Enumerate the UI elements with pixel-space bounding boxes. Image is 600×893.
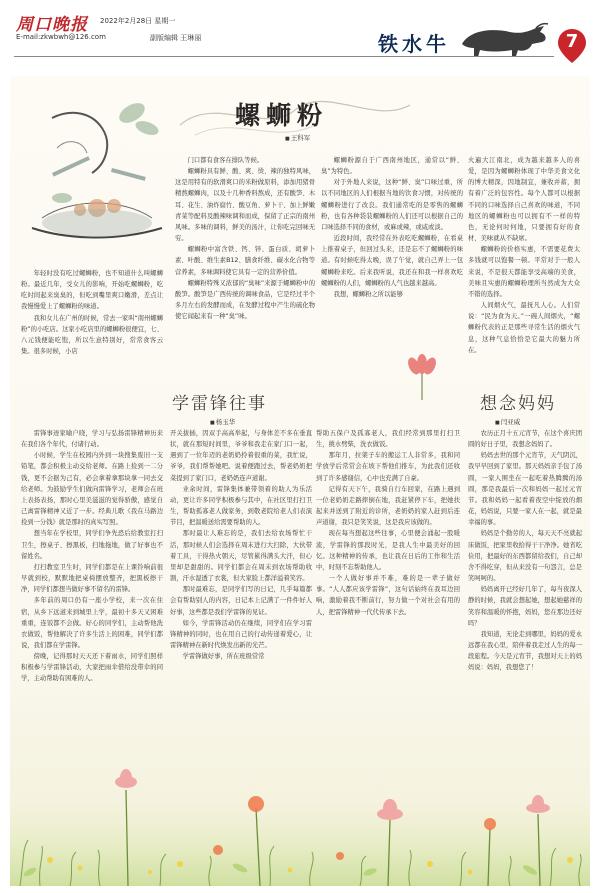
page-header [0, 0, 600, 70]
ink-illustration-image [22, 78, 172, 258]
main-article-column-2: 门口都有食客在排队等候。 螺蛳粉具有鲜、酸、爽、烫、辣的独特风味，这是用特有的软滑爽口的米粉做原料，添加用猪骨精熬螺蛳肉，以及十几种香料熬成，还有酸笋、木耳、花生、油炸腐竹、酸豆角、萝卜干、加上鲜嫩青菜等配料及酸辣味调和而成，保留了正宗的南州风味。多味的调料，鲜美的汤汁，让你吃完回味无穷。 螺蛳粉中富含铁、钙、锌、蛋白质、胡萝卜素、叶酸、维生素B12、膳食纤维、碳水化合物等营养素，多味调料使它具有一定的营养价值。 螺蛳粉特殊又浓郁的“臭味”来源于螺蛳粉中的酸笋。酸笋是广西传统的调味食品，它是经过半个多月左右的发酵而成，在发酵过程中产生的硫化物使它闻起来有一种“臭”味。 [175, 157, 315, 321]
flower-decoration-icon [402, 350, 442, 400]
iron-ox-icon [452, 22, 552, 60]
left-article-column-2: 开关拔插，因双手高高举起，与身体差不多在垂直状，就在那短时间里，爷爷和我走在家门口一起，遇到了一位年迈的老奶奶拎着很重的菜，我忙说，爷爷，我们帮帮她吧。说着便跑过去，帮老奶奶把菜提到了家门口，老奶奶连声道谢。 业余时间，雷锋集体兼带领着的助人为乐活动，更让许多同学积极参与其中，在社区里打扫卫生，帮助孤寡老人做家务，到敬老院给老人们表演节目，把温暖送给需要帮助的人。 那时最让人难忘的是，我们去给农场帮忙干活，那时候人们会选择在周末进行大扫除，大伙带着工具，干得热火朝天，尽管累得满头大汗，但心里却是甜甜的。同学们都会在周末到农场帮助收割，汗水湿透了衣裳，但大家脸上都洋溢着笑容。 那时最难忘，是同学们写的日记，几乎每篇都会有帮助别人的内容，日记本上记满了一件件好人好事，这些都是我们学雷锋的见证。 如今，学雷锋活动仍在继续，同学们在学习雷锋精神的同时，也在用自己的行动传递着爱心，让雷锋精神在新时代焕发出新的光芒。 学雷锋做好事，所在班级常常 [170, 430, 312, 661]
article-title-left: 学雷锋往事 [172, 394, 267, 414]
article-title-right: 想念妈妈 [480, 394, 556, 414]
article-title-main: 螺蛳粉 [235, 101, 329, 130]
page-number: 7 [565, 31, 579, 52]
issue-date: 2022年2月28日 星期一 [100, 17, 176, 25]
page-editor: 副版编辑 王琳丽 [150, 34, 202, 42]
email-address: E-mail:zkwbwh@126.com [16, 33, 106, 41]
newspaper-logo: 周口晚报 [16, 15, 88, 35]
main-article-column-1: 年轻时没有吃过螺蛳粉，也不知道什么叫螺蛳粉。最近几年，受女儿的影响，开始吃螺蛳粉，吃吃时间起来臭臭的，但吃到嘴里爽口嫩滑，差点让我慢慢爱上了螺蛳粉的味道。 我和女儿在广州的时候，常去一家叫“南州螺蛳粉”的小吃店。这家小吃店里的螺蛳粉很便宜，七、八元钱便能吃饱，所以生意特别好，常常食客云集。很多时候，小店 [21, 270, 163, 356]
left-article-column-3: 帮助五保户及孤寡老人，我们经常到那里打扫卫生，挑水劈柴，洗衣做饭。 那年月，拉架子车的搬运工人非常多，我和同学放学后常常会在坡下帮他们推车，为此我们还收到了许多感谢信，心中也充满了自豪。 记得有天下午，我骑自行车回家，在路上遇到一位老奶奶走路摔倒在地，我赶紧停下车，把她扶起来并送到了附近的诊所，老奶奶的家人赶到后连声道谢，我只是笑笑说，这是我应该做的。 现在每当想起这些往事，心里便会涌起一股暖流，学雷锋的那段时光，是我人生中最美好的回忆。这种精神的传承，也让我在日后的工作和生活中，时刻不忘帮助他人。 一个人做好事并不难，难的是一辈子做好事。“人人都应该学雷锋”，这句话始终在我耳边回响，激励着我不断前行，努力做一个对社会有用的人，把雷锋精神一代代传承下去。 [316, 430, 460, 616]
left-article-column-1: 雷锋事迹家喻户晓，学习与弘扬雷锋精神历来在我们各个年代，付诸行动。 小时候，学生在校园内外到一块搜集废旧一支铅笔，都会积极主动交给老师。在路上捡到一二分钱，更不会据为己有，必会拿着拿那块拿一同去交给老师。为鼓励学生们做向雷锋学习，老师会在班上表扬表扬，那时心里美滋滋的觉得骄傲，感觉自己离雷锋精神又近了一步。经典儿歌《我在马路边捡到一分钱》就是那时的真实写照。 想当年在学校里，同学们争先恐后给教室打扫卫生，擦桌子、擦黑板，扫地拖地，做了好事也不留姓名。 打扫教室卫生时，同学们都是在上课铃响前很早就到校，默默地把桌椅摆放整齐，把黑板擦干净，同学们都想当做好事不留名的雷锋。 多年前的周口仍有一座小学校，来一次在住宿，从乡下远道来到城里上学，最初十多天又困难重重，连饭都不会做。好心的同学们，主动帮他洗衣做饭，帮他解决了许多生活上的困难，同学们都说，我们都在学雷锋。 傍晚，记得那时天天还下着雨水，同学们照样积极参与学雷锋活动，大家把雨伞借给没带伞的同学，主动帮助有困难的人。 [21, 430, 163, 683]
article-author-main: ■ 王科军 [285, 133, 310, 142]
main-article-column-3: 螺蛳粉源自于广西南州地区，通常以“鲜、臭”为特色。 对于外地人来说，这种“鲜、臭”口味过重，所以不同地区的人们根据当地的饮食习惯，对传统的螺蛳粉进行了改良。我们通常吃的是零售的螺蛳粉，也有各种袋装螺蛳粉的人们还可以根据自己的口味选择不同的食材，或麻或辣，或咸或淡。 近段时间，我经常在外表吃吃螺蛳粉，在看桌上推着桌子，但回过头来，还是忘不了螺蛳粉的味道。有时候吃得太晚，误了午觉，就自己弄上一包螺蛳粉来吃。后来我听说，我还在和我一样喜欢吃螺蛳粉的人们，螺蛳粉的人气也越来越高。 我想，螺蛳粉之所以能够 [321, 157, 463, 298]
header-divider [14, 56, 554, 57]
flower-meadow-illustration [10, 760, 590, 886]
section-title: 铁水牛 [378, 32, 450, 56]
right-article-column-1: 农历正月十五元宵节，在这个喜庆团圆的好日子里，我想念妈妈了。 妈妈去世的那个元宵节，天气阴沉，我早早回到了家里。那天妈妈亲手包了汤圆，一家人围坐在一起吃着热腾腾的汤圆，那是我最后一次和妈妈一起过元宵节。我和妈妈一起看着夜空中绽放的烟花，妈妈说，只要一家人在一起，就是最幸福的事。 妈妈是个勤劳的人，每天天不亮就起床做饭，把家里收拾得干干净净。她省吃俭用，把最好的东西都留给我们，自己却舍不得吃穿，但从来没有一句怨言，总是笑呵呵的。 妈妈离开已经好几年了，每当夜深人静的时候，我就会想起她，想起她慈祥的笑容和温暖的怀抱，妈妈，您在那边还好吗？ 我知道，无论走到哪里，妈妈的爱永远都在我心里，陪伴着我走过人生的每一段旅程。今天是元宵节，我想对天上的妈妈说：妈妈，我想您了！ [468, 430, 582, 672]
article-author-right: ■ 闫亚威 [495, 417, 520, 426]
article-author-left: ■ 杨玉华 [210, 417, 235, 426]
page-number-badge [557, 28, 587, 64]
main-article-column-4: 火遍大江南北，成为越来越多人的喜爱，是因为螺蛳粉体现了中华美食文化的博大精深，因地制宜，兼收并蓄，拥有着广泛的包容性。每个人都可以根据不同的口味选择自己喜欢的味道，不同地区的螺蛳粉也可以拥有不一样的特色，无论何时何地，只要拥有好的食材，美味就从不缺席。 螺蛳粉的价格实惠，不需要花费太多钱就可以饱餐一顿。平常对于一般人来说，不是很天都能享受高端的美食，美味且实惠的螺蛳粉理所当然成为大众不错的选择。 人间烟火气，最抚凡人心。人们常说：“民为食为天。”一碗人间烟火，“螺蛳粉代表的正是那些寻常生活的烟火气息，这种气息恰恰是它最大的魅力所在。 [468, 157, 580, 354]
